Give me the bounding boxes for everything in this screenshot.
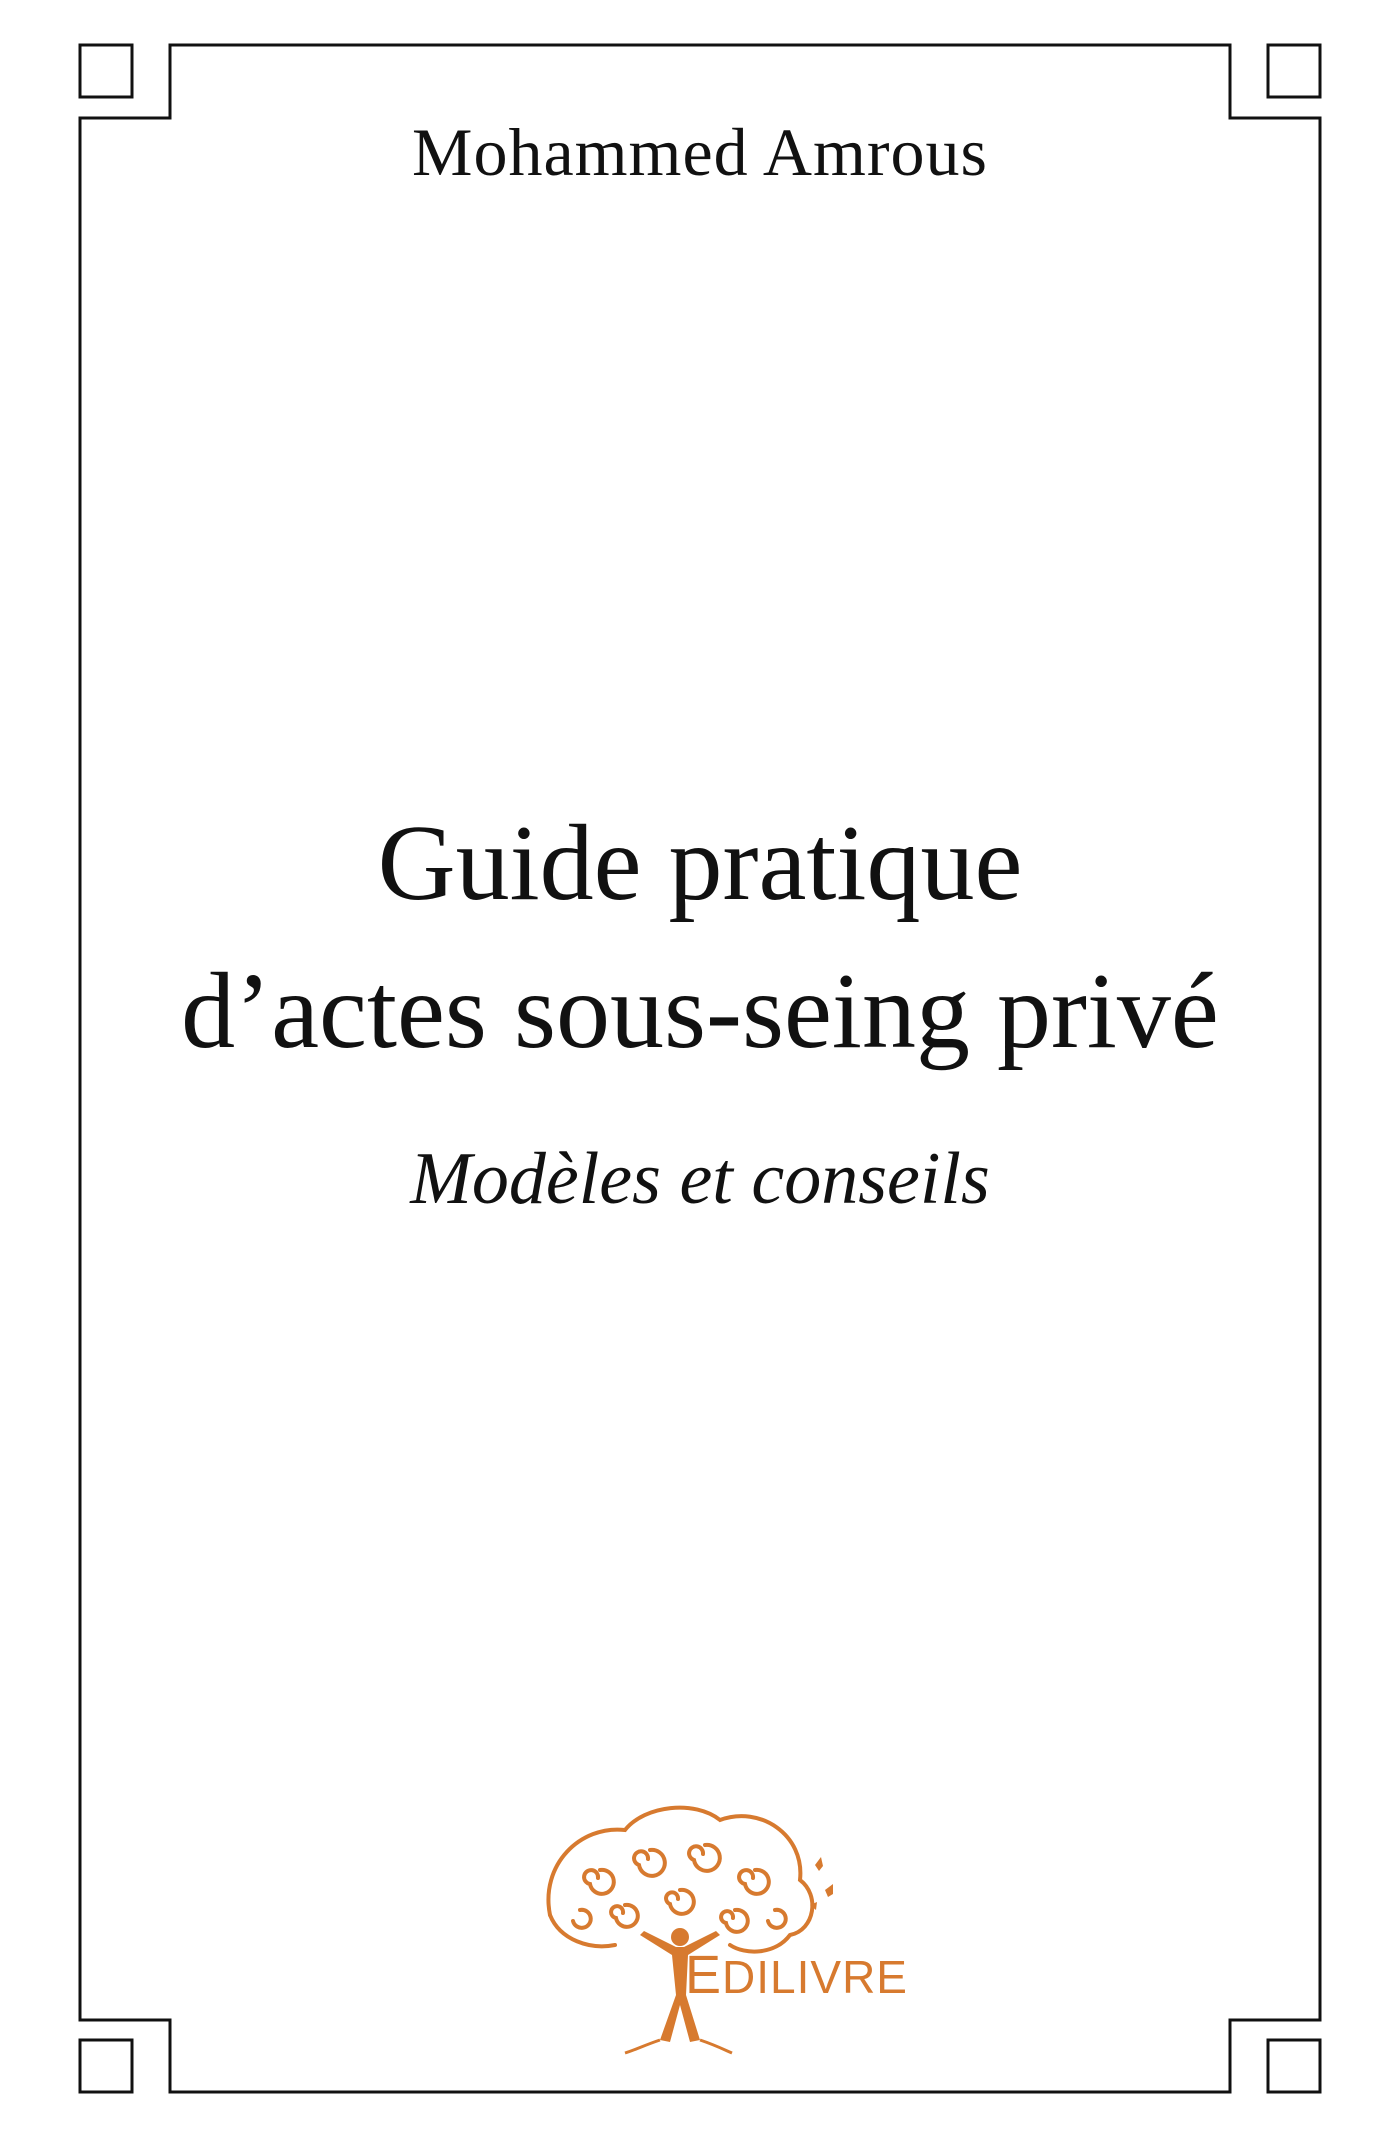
title-line-2: d’actes sous-seing privé xyxy=(181,952,1219,1071)
author-name: Mohammed Amrous xyxy=(412,114,988,190)
tree-person-icon xyxy=(520,1795,880,2055)
corner-square-top-left xyxy=(80,45,132,97)
title-line-1: Guide pratique xyxy=(377,804,1023,923)
corner-square-bottom-left xyxy=(80,2040,132,2092)
publisher-rest: DILIVRE xyxy=(722,1951,908,2003)
book-title xyxy=(0,790,1400,1086)
corner-square-bottom-right xyxy=(1268,2040,1320,2092)
publisher-initial: E xyxy=(685,1945,723,2005)
corner-square-top-right xyxy=(1268,45,1320,97)
book-subtitle: Modèles et conseils xyxy=(410,1138,990,1220)
publisher-name xyxy=(685,1945,908,2005)
